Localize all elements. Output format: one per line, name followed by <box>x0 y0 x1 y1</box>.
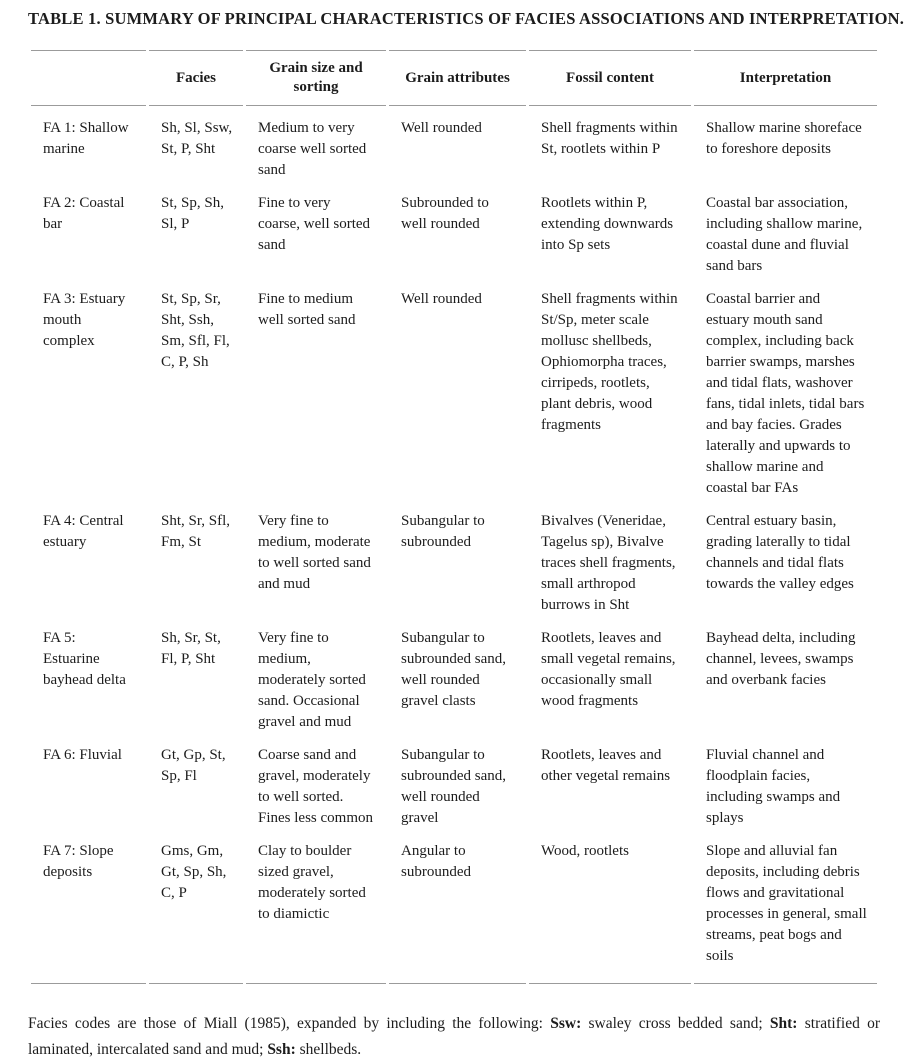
grain-size-cell: Medium to very coarse well sorted sand <box>258 120 367 178</box>
row-label: FA 3: Estuary mouth complex <box>43 291 126 349</box>
fossil-content-cell: Rootlets within P, extending downwards into Sp sets <box>541 195 674 253</box>
facies-cell: Gt, Gp, St, Sp, Fl <box>161 747 226 784</box>
footnote-term-sht: Sht: <box>769 1015 798 1032</box>
interpretation-cell: Coastal bar association, including shallow marine, coastal dune and fluvial sand bars <box>706 195 863 274</box>
grain-size-cell: Coarse sand and gravel, moderately to well sorted. Fines less common <box>258 747 373 826</box>
row-label: FA 4: Central estuary <box>43 513 124 550</box>
grain-size-cell: Very fine to medium, moderate to well sorted sand and mud <box>258 513 371 592</box>
interpretation-cell: Fluvial channel and floodplain facies, including swamps and splays <box>706 747 841 826</box>
table-row-fa6 <box>31 733 877 829</box>
column-header-blank <box>31 50 146 106</box>
row-label: FA 2: Coastal bar <box>43 195 125 232</box>
column-header-interpretation: Interpretation <box>694 50 877 106</box>
grain-attributes-cell: Subangular to subrounded sand, well rounded gravel <box>401 747 506 826</box>
grain-size-cell: Clay to boulder sized gravel, moderately sorted to diamictic <box>246 829 386 984</box>
footnote-lead: Facies codes are those of Miall (1985), expanded by including the following: <box>28 1015 551 1032</box>
fossil-content-cell: Rootlets, leaves and small vegetal remains, occasionally small wood fragments <box>541 630 676 709</box>
facies-cell: Sh, Sl, Ssw, St, P, Sht <box>161 120 233 157</box>
grain-attributes-cell: Subrounded to well rounded <box>401 195 489 232</box>
footnote-term-ssh: Ssh: <box>267 1041 296 1058</box>
table-row-fa5 <box>31 616 877 733</box>
facies-cell: Sht, Sr, Sfl, Fm, St <box>161 513 231 550</box>
fossil-content-cell: Bivalves (Veneridae, Tagelus sp), Bivalve traces shell fragments, small arthropod burrows in Sht <box>541 513 676 613</box>
column-header-fossil-content: Fossil content <box>529 50 691 106</box>
table-row-fa3 <box>31 277 877 499</box>
facies-associations-table <box>28 50 880 984</box>
grain-size-cell: Fine to medium well sorted sand <box>258 291 356 328</box>
facies-cell: St, Sp, Sh, Sl, P <box>161 195 224 232</box>
column-header-facies: Facies <box>149 50 243 106</box>
fossil-content-cell: Shell fragments within St, rootlets within P <box>541 120 678 157</box>
footnote-def-ssh: shellbeds. <box>295 1041 362 1058</box>
table-row-fa1 <box>31 106 877 181</box>
interpretation-cell: Central estuary basin, grading laterally to tidal channels and tidal flats towards the valley edges <box>706 513 854 592</box>
row-label: FA 6: Fluvial <box>43 747 122 763</box>
interpretation-cell: Bayhead delta, including channel, levees, swamps and overbank facies <box>706 630 856 688</box>
footnote <box>28 1011 880 1063</box>
grain-attributes-cell: Angular to subrounded <box>389 829 526 984</box>
fossil-content-cell: Shell fragments within St/Sp, meter scale mollusc shellbeds, Ophiomorpha traces, cirripeds, rootlets, plant debris, wood fragments <box>541 291 678 433</box>
facies-cell: St, Sp, Sr, Sht, Ssh, Sm, Sfl, Fl, C, P, Sh <box>161 291 230 370</box>
grain-attributes-cell: Subangular to subrounded sand, well rounded gravel clasts <box>401 630 506 709</box>
facies-cell: Sh, Sr, St, Fl, P, Sht <box>161 630 221 667</box>
facies-cell: Gms, Gm, Gt, Sp, Sh, C, P <box>149 829 243 984</box>
footnote-term-ssw: Ssw: <box>550 1015 582 1032</box>
table-row-fa4 <box>31 499 877 616</box>
footnote-def-sht: stratified or laminated, intercalated sand and mud; <box>28 1015 880 1058</box>
table-title: TABLE 1. SUMMARY OF PRINCIPAL CHARACTERISTICS OF FACIES ASSOCIATIONS AND INTERPRETATION. <box>28 9 905 28</box>
header-row <box>31 50 877 106</box>
table-row-fa2 <box>31 181 877 277</box>
column-header-grain-attributes: Grain attributes <box>389 50 526 106</box>
row-label: FA 1: Shallow marine <box>43 120 129 157</box>
grain-attributes-cell: Well rounded <box>401 120 482 136</box>
row-label: FA 7: Slope deposits <box>31 829 146 984</box>
column-header-grain-size: Grain size and sorting <box>246 50 386 106</box>
grain-attributes-cell: Subangular to subrounded <box>401 513 485 550</box>
row-label: FA 5: Estuarine bayhead delta <box>43 630 126 688</box>
interpretation-cell: Shallow marine shoreface to foreshore deposits <box>706 120 862 157</box>
fossil-content-cell: Rootlets, leaves and other vegetal remains <box>541 747 671 784</box>
table-row-fa7 <box>31 829 877 984</box>
fossil-content-cell: Wood, rootlets <box>529 829 691 984</box>
interpretation-cell: Coastal barrier and estuary mouth sand complex, including back barrier swamps, marshes and tidal flats, washover fans, tidal inlets, tidal bars and bay facies. Grades laterally and upwards to shallow marine and coastal bar FAs <box>706 291 865 496</box>
footnote-def-ssw: swaley cross bedded sand; <box>581 1015 770 1032</box>
grain-size-cell: Fine to very coarse, well sorted sand <box>258 195 371 253</box>
grain-attributes-cell: Well rounded <box>401 291 482 307</box>
grain-size-cell: Very fine to medium, moderately sorted sand. Occasional gravel and mud <box>258 630 366 730</box>
interpretation-cell: Slope and alluvial fan deposits, including debris flows and gravitational processes in general, small streams, peat bogs and soils <box>694 829 877 984</box>
